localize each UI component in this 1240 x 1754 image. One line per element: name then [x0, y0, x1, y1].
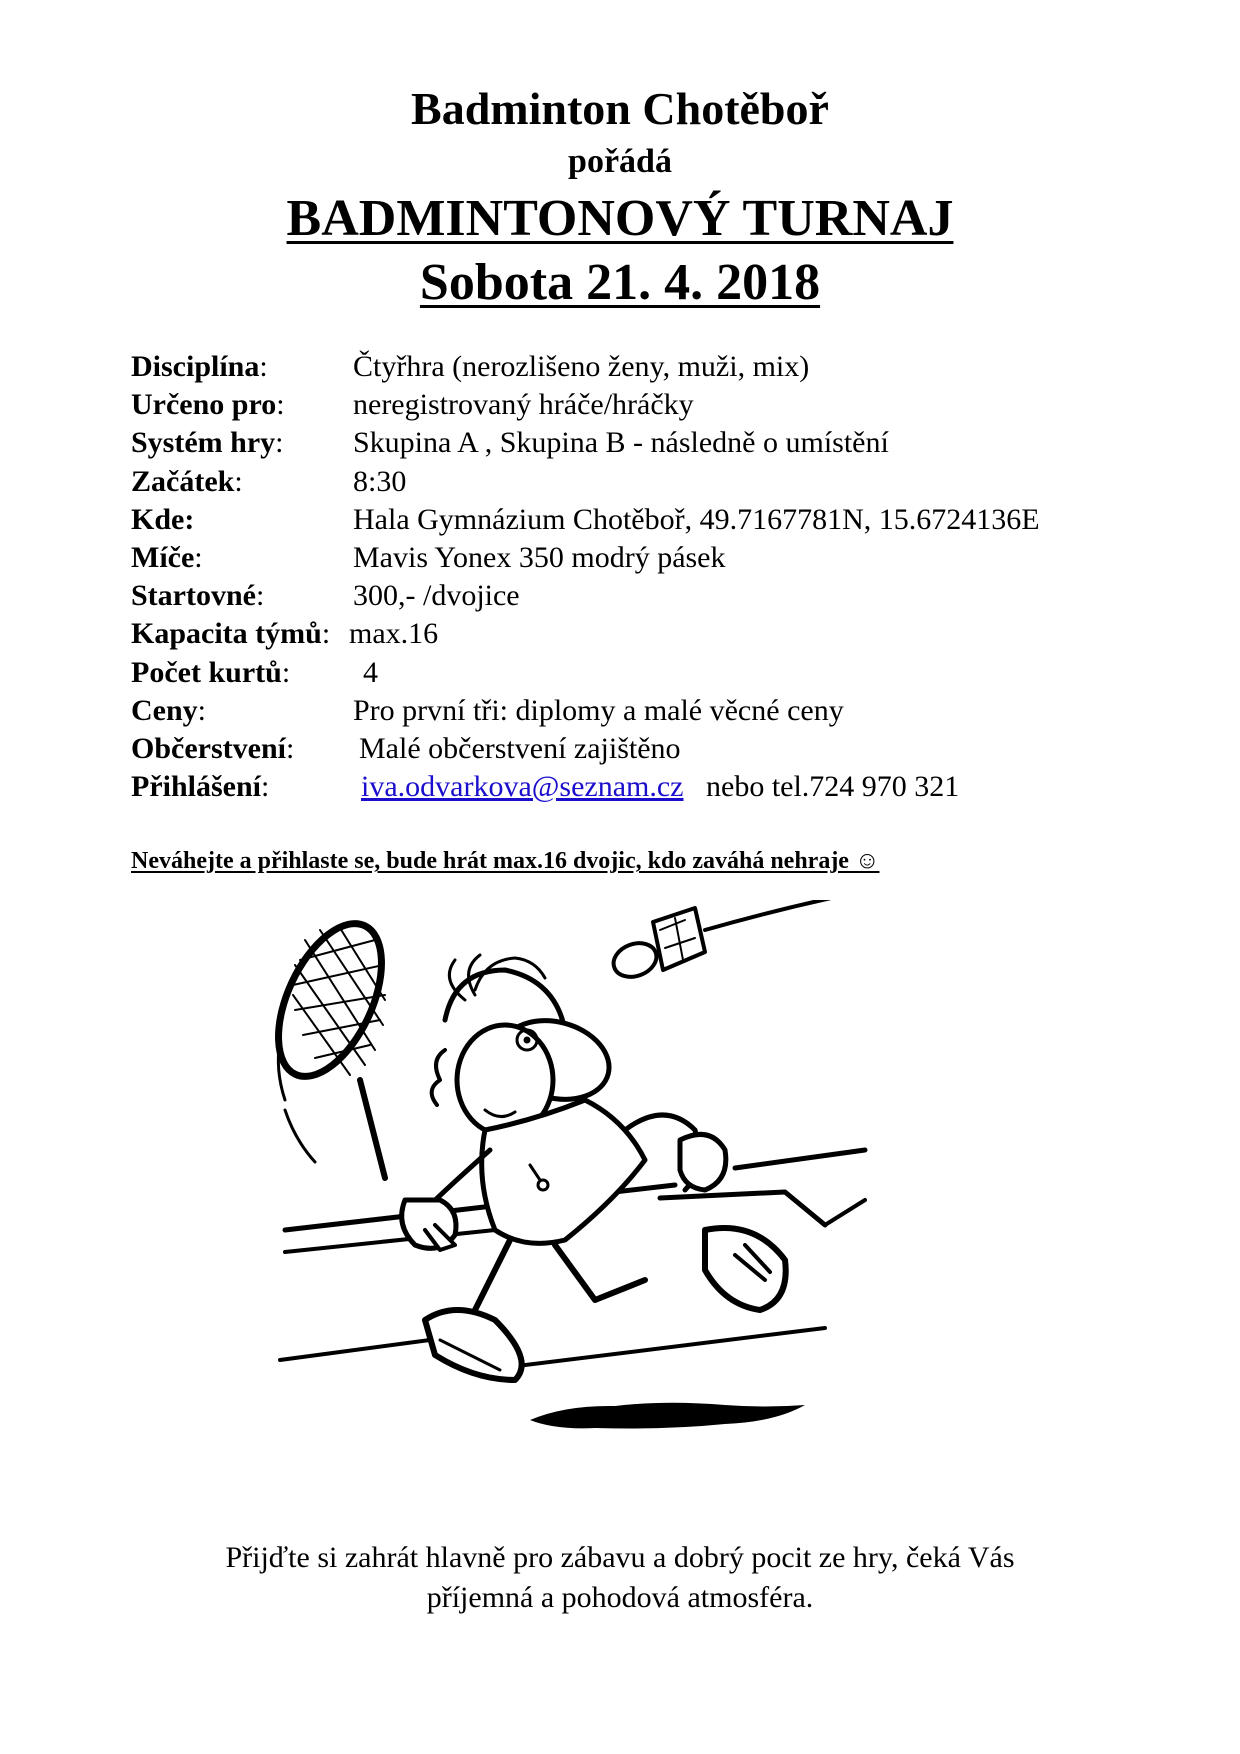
detail-row-shuttles: Míče: Mavis Yonex 350 modrý pásek: [131, 540, 726, 574]
phone-text: nebo tel.724 970 321: [706, 770, 960, 804]
footer-line-1: Přijďte si zahrát hlavně pro zábavu a dobrý pocit ze hry, čeká Vás: [225, 1541, 1015, 1574]
details-list: [131, 348, 1191, 806]
presents-line: pořádá: [568, 143, 672, 180]
organizer-title: Badminton Chotěboř: [411, 83, 829, 134]
detail-row-prizes: Ceny: Pro první tři: diplomy a malé věcné ceny: [131, 693, 844, 727]
detail-row-refreshments: Občerstvení: Malé občerstvení zajištěno: [131, 731, 681, 765]
detail-row-team-capacity: Kapacita týmů: max.16: [131, 617, 439, 651]
detail-row-discipline: Disciplína: Čtyřhra (nerozlišeno ženy, muži, mix): [131, 350, 810, 383]
detail-row-courts: Počet kurtů: 4: [131, 655, 378, 689]
detail-row-entry-fee: Startovné: 300,- /dvojice: [131, 579, 520, 613]
badminton-player-cartoon-icon: [265, 900, 885, 1460]
footer-text: [0, 1538, 1240, 1618]
email-link[interactable]: iva.odvarkova@seznam.cz: [361, 770, 684, 804]
detail-row-game-system: Systém hry: Skupina A , Skupina B - následně o umístění: [131, 426, 889, 460]
event-title: BADMINTONOVÝ TURNAJ: [286, 190, 954, 247]
detail-row-intended-for: Určeno pro: neregistrovaný hráče/hráčky: [131, 388, 694, 422]
detail-row-location: Kde: Hala Gymnázium Chotěboř, 49.7167781N, 15.6724136E: [131, 502, 1040, 536]
event-date: Sobota 21. 4. 2018: [419, 254, 821, 311]
detail-row-registration: Přihlášení: iva.odvarkova@seznam.cz nebo tel.724 970 321: [131, 770, 960, 804]
notice-text: Neváhejte a přihlaste se, bude hrát max.16 dvojic, kdo zaváhá nehraje ☺: [131, 848, 880, 874]
footer-line-2: příjemná a pohodová atmosféra.: [426, 1581, 814, 1614]
detail-row-start: Začátek: 8:30: [131, 464, 407, 498]
